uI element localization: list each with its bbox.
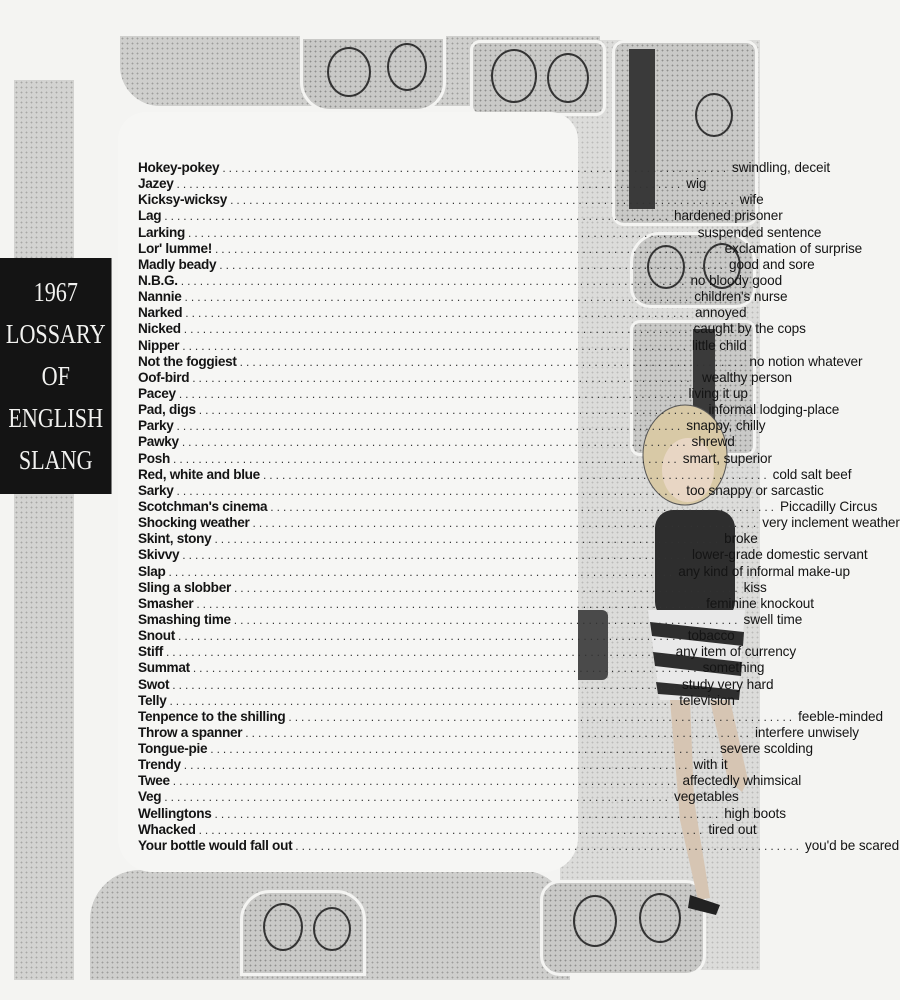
glossary-list bbox=[138, 160, 900, 854]
leader-dots: ................................................................................ bbox=[173, 451, 680, 466]
glossary-entry bbox=[138, 192, 764, 208]
glossary-entry bbox=[138, 418, 766, 434]
glossary-term: Wellingtons bbox=[138, 805, 212, 821]
glossary-term: Smasher bbox=[138, 595, 194, 611]
glossary-term: Nicked bbox=[138, 321, 181, 337]
glossary-term: Posh bbox=[138, 450, 171, 466]
glossary-definition: you'd be scared bbox=[805, 837, 900, 853]
glossary-term: Throw a spanner bbox=[138, 724, 243, 740]
leader-dots: ................................................................................ bbox=[164, 209, 671, 224]
glossary-entry bbox=[138, 611, 803, 628]
illustration-women-top-right bbox=[470, 40, 606, 116]
glossary-term: Narked bbox=[138, 305, 183, 321]
glossary-term: Trendy bbox=[138, 757, 181, 773]
glossary-term: Telly bbox=[138, 692, 167, 708]
glossary-entry bbox=[138, 482, 824, 499]
glossary-entry bbox=[138, 676, 774, 693]
glossary-entry bbox=[138, 305, 747, 321]
title-line-glossary: LOSSARY bbox=[5, 319, 106, 349]
glossary-entry bbox=[138, 692, 735, 709]
leader-dots: ................................................................................ bbox=[245, 725, 752, 740]
glossary-definition: caught by the cops bbox=[693, 321, 806, 337]
glossary-term: Hokey-pokey bbox=[138, 160, 220, 175]
leader-dots: ................................................................................ bbox=[184, 290, 692, 305]
leader-dots: ................................................................................ bbox=[165, 645, 673, 660]
leader-dots: ................................................................................ bbox=[172, 774, 680, 789]
glossary-entry bbox=[138, 628, 735, 644]
glossary-definition: swell time bbox=[743, 611, 803, 627]
glossary-term: Parky bbox=[138, 418, 174, 434]
leader-dots: ................................................................................ bbox=[176, 483, 684, 498]
title-line-of: OF bbox=[41, 361, 70, 391]
glossary-term: Skint, stony bbox=[138, 531, 212, 547]
glossary-definition: with it bbox=[693, 757, 728, 773]
glossary-definition: something bbox=[702, 660, 765, 676]
leader-dots: ................................................................................ bbox=[176, 177, 684, 192]
glossary-term: Jazey bbox=[138, 176, 174, 192]
glossary-term: Swot bbox=[138, 676, 170, 692]
glossary-entry bbox=[138, 515, 900, 531]
glossary-term: Red, white and blue bbox=[138, 466, 260, 482]
glossary-term: Snout bbox=[138, 628, 176, 644]
leader-dots: ................................................................................ bbox=[214, 532, 722, 547]
leader-dots: ................................................................................ bbox=[176, 419, 684, 434]
glossary-entry bbox=[138, 805, 786, 822]
leader-dots: ................................................................................ bbox=[182, 338, 689, 353]
leader-dots: ................................................................................ bbox=[188, 225, 695, 240]
leader-dots: ................................................................................ bbox=[262, 467, 770, 482]
glossary-entry bbox=[138, 531, 758, 547]
glossary-term: Whacked bbox=[138, 821, 196, 837]
glossary-entry bbox=[138, 321, 806, 337]
glossary-entry bbox=[138, 450, 772, 467]
glossary-entry bbox=[138, 660, 765, 676]
glossary-entry bbox=[138, 256, 815, 273]
glossary-entry bbox=[138, 240, 863, 257]
glossary-term: Scotchman's cinema bbox=[138, 498, 268, 514]
leader-dots: ................................................................................ bbox=[219, 257, 727, 272]
glossary-definition: hardened prisoner bbox=[674, 208, 783, 224]
glossary-definition: interfere unwisely bbox=[755, 724, 859, 740]
glossary-term: Sarky bbox=[138, 482, 174, 498]
title-line-english: ENGLISH bbox=[8, 403, 104, 433]
glossary-definition: television bbox=[679, 692, 735, 708]
glossary-entry bbox=[138, 789, 739, 805]
glossary-definition: very inclement weather bbox=[762, 515, 900, 531]
glossary-entry bbox=[138, 466, 852, 483]
glossary-term: Nipper bbox=[138, 337, 180, 353]
leader-dots: ................................................................................ bbox=[192, 370, 699, 385]
glossary-term: Oof-bird bbox=[138, 369, 190, 385]
glossary-entry bbox=[138, 563, 850, 580]
glossary-definition: little child bbox=[691, 337, 747, 353]
glossary-term: Tongue-pie bbox=[138, 741, 208, 757]
leader-dots: ................................................................................ bbox=[214, 806, 722, 821]
glossary-entry bbox=[138, 644, 797, 660]
glossary-entry bbox=[138, 773, 802, 789]
illustration-faces-bottom bbox=[240, 890, 366, 976]
glossary-term: Smashing time bbox=[138, 611, 231, 627]
leader-dots: ................................................................................ bbox=[233, 580, 741, 595]
illustration-faces-top bbox=[300, 36, 446, 112]
leader-dots: ................................................................................ bbox=[185, 306, 693, 321]
glossary-definition: wig bbox=[686, 176, 707, 192]
glossary-definition: swindling, deceit bbox=[732, 160, 831, 175]
glossary-definition: children's nurse bbox=[694, 289, 788, 305]
leader-dots: ................................................................................ bbox=[210, 742, 717, 757]
leader-dots: ................................................................................ bbox=[252, 516, 760, 531]
leader-dots: ................................................................................ bbox=[198, 403, 706, 418]
glossary-entry bbox=[138, 160, 831, 176]
glossary-entry bbox=[138, 757, 728, 773]
glossary-definition: kiss bbox=[743, 579, 767, 595]
glossary-definition: Piccadilly Circus bbox=[780, 498, 878, 514]
glossary-entry bbox=[138, 224, 822, 241]
glossary-entry bbox=[138, 402, 840, 418]
leader-dots: ................................................................................ bbox=[295, 838, 803, 853]
glossary-definition: feeble-minded bbox=[798, 708, 883, 724]
glossary-entry bbox=[138, 353, 863, 370]
glossary-term: Twee bbox=[138, 773, 170, 789]
glossary-definition: wife bbox=[739, 192, 764, 208]
glossary-term: Pad, digs bbox=[138, 402, 196, 418]
glossary-entry bbox=[138, 724, 859, 741]
glossary-term: Stiff bbox=[138, 644, 163, 660]
glossary-definition: no bloody good bbox=[690, 272, 783, 288]
glossary-definition: lower-grade domestic servant bbox=[692, 547, 868, 563]
glossary-entry bbox=[138, 741, 813, 757]
glossary-term: Lag bbox=[138, 208, 162, 224]
leader-dots: ................................................................................ bbox=[172, 677, 679, 692]
leader-dots: ................................................................................ bbox=[270, 499, 778, 514]
glossary-term: Larking bbox=[138, 224, 185, 240]
glossary-definition: informal lodging-place bbox=[708, 402, 840, 418]
leader-dots: ................................................................................ bbox=[182, 548, 690, 563]
leader-dots: ................................................................................ bbox=[222, 161, 730, 175]
glossary-entry bbox=[138, 579, 767, 596]
leader-dots: ................................................................................ bbox=[180, 273, 688, 288]
leader-dots: ................................................................................ bbox=[178, 386, 686, 401]
glossary-term: Sling a slobber bbox=[138, 579, 231, 595]
glossary-term: Your bottle would fall out bbox=[138, 837, 293, 853]
glossary-term: Nannie bbox=[138, 289, 182, 305]
glossary-term: Kicksy-wicksy bbox=[138, 192, 228, 208]
glossary-definition: exclamation of surprise bbox=[724, 240, 863, 256]
collage-left-strip bbox=[14, 80, 74, 980]
title-line-slang: SLANG bbox=[18, 445, 93, 475]
glossary-entry bbox=[138, 708, 883, 725]
glossary-definition: tobacco bbox=[687, 628, 735, 644]
glossary-entry bbox=[138, 208, 783, 224]
leader-dots: ................................................................................ bbox=[198, 822, 706, 837]
glossary-term: Not the foggiest bbox=[138, 353, 237, 369]
glossary-entry bbox=[138, 337, 747, 354]
glossary-definition: smart, superior bbox=[682, 450, 772, 466]
glossary-term: Shocking weather bbox=[138, 515, 250, 531]
glossary-term: Summat bbox=[138, 660, 190, 676]
glossary-definition: affectedly whimsical bbox=[682, 773, 802, 789]
glossary-entry bbox=[138, 434, 735, 450]
leader-dots: ................................................................................ bbox=[168, 564, 676, 579]
leader-dots: ................................................................................ bbox=[192, 661, 700, 676]
glossary-definition: broke bbox=[724, 531, 758, 547]
title-year: 1967 bbox=[33, 277, 78, 307]
glossary-entry bbox=[138, 385, 748, 402]
leader-dots: ................................................................................ bbox=[233, 612, 741, 627]
glossary-term: Pawky bbox=[138, 434, 179, 450]
glossary-entry bbox=[138, 837, 900, 854]
glossary-term: Veg bbox=[138, 789, 162, 805]
glossary-entry bbox=[138, 272, 783, 289]
leader-dots: ................................................................................ bbox=[183, 322, 691, 337]
glossary-entry bbox=[138, 176, 707, 192]
glossary-entry bbox=[138, 547, 868, 563]
glossary-term: Pacey bbox=[138, 385, 176, 401]
glossary-definition: vegetables bbox=[674, 789, 739, 805]
glossary-definition: no notion whatever bbox=[749, 353, 863, 369]
glossary-definition: study very hard bbox=[682, 676, 774, 692]
leader-dots: ................................................................................ bbox=[164, 790, 671, 805]
glossary-term: Skivvy bbox=[138, 547, 180, 563]
glossary-term: Lor' lumme! bbox=[138, 240, 212, 256]
glossary-term: N.B.G. bbox=[138, 272, 178, 288]
leader-dots: ................................................................................ bbox=[288, 709, 796, 724]
glossary-definition: any kind of informal make-up bbox=[678, 563, 850, 579]
leader-dots: ................................................................................ bbox=[169, 693, 677, 708]
glossary-definition: any item of currency bbox=[675, 644, 797, 660]
glossary-term: Madly beady bbox=[138, 256, 217, 272]
glossary-definition: high boots bbox=[724, 805, 786, 821]
title-block bbox=[0, 258, 112, 494]
glossary-definition: good and sore bbox=[729, 256, 815, 272]
glossary-definition: wealthy person bbox=[701, 369, 792, 385]
glossary-term: Slap bbox=[138, 563, 166, 579]
glossary-definition: severe scolding bbox=[719, 741, 813, 757]
leader-dots: ................................................................................ bbox=[196, 596, 704, 611]
glossary-entry bbox=[138, 369, 792, 386]
glossary-term: Tenpence to the shilling bbox=[138, 708, 286, 724]
leader-dots: ................................................................................ bbox=[230, 193, 737, 208]
glossary-definition: tired out bbox=[708, 821, 757, 837]
leader-dots: ................................................................................ bbox=[239, 354, 747, 369]
glossary-definition: too snappy or sarcastic bbox=[686, 482, 824, 498]
glossary-definition: annoyed bbox=[695, 305, 747, 321]
leader-dots: ................................................................................ bbox=[178, 629, 685, 644]
leader-dots: ................................................................................ bbox=[183, 758, 691, 773]
glossary-definition: feminine knockout bbox=[706, 595, 814, 611]
glossary-entry bbox=[138, 821, 757, 838]
glossary-entry bbox=[138, 289, 788, 305]
leader-dots: ................................................................................ bbox=[181, 435, 689, 450]
glossary-definition: living it up bbox=[688, 385, 748, 401]
glossary-definition: cold salt beef bbox=[772, 466, 852, 482]
glossary-entry bbox=[138, 595, 814, 612]
glossary-definition: shrewd bbox=[691, 434, 735, 450]
glossary-entry bbox=[138, 498, 878, 515]
glossary-definition: snappy, chilly bbox=[686, 418, 766, 434]
glossary-definition: suspended sentence bbox=[697, 224, 822, 240]
leader-dots: ................................................................................ bbox=[214, 241, 722, 256]
